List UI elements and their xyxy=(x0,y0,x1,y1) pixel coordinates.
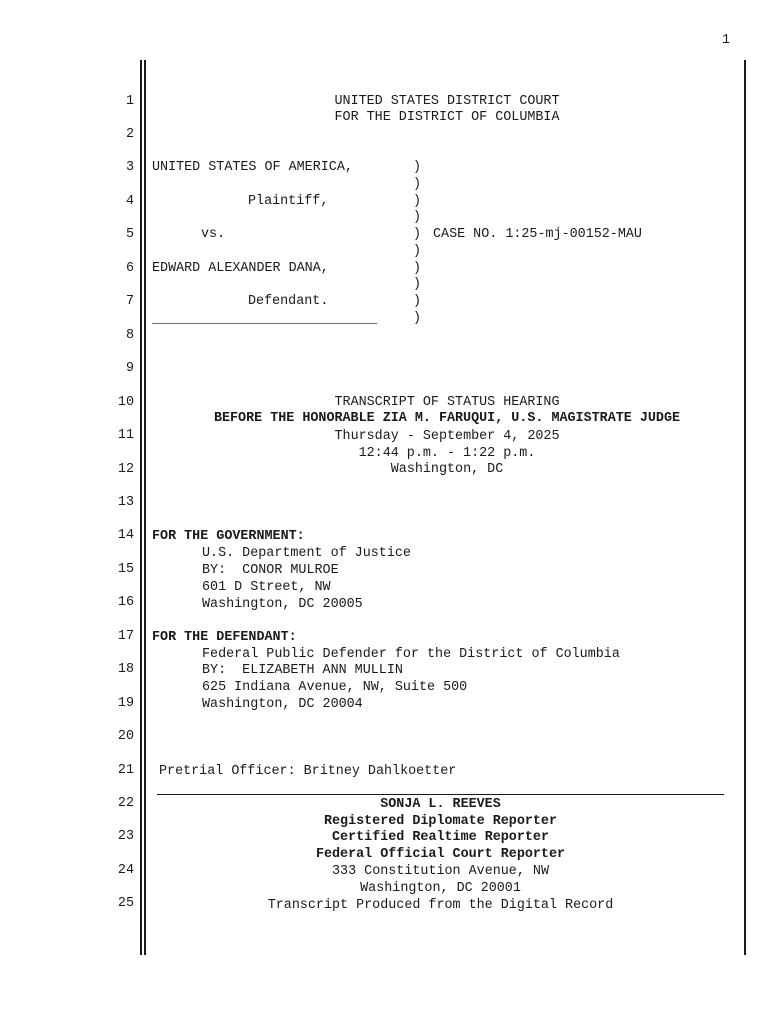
reporter-credential: Certified Realtime Reporter xyxy=(332,830,549,845)
caption-paren: ) xyxy=(413,210,422,225)
line-number: 18 xyxy=(117,662,134,677)
line-number: 7 xyxy=(125,294,134,309)
caption-paren: ) xyxy=(413,294,422,309)
defendant-line: Federal Public Defender for the District of Columbia xyxy=(202,647,620,662)
defendant-line: BY: ELIZABETH ANN MULLIN xyxy=(202,663,403,678)
hearing-date: Thursday - September 4, 2025 xyxy=(334,429,560,444)
line-number: 22 xyxy=(117,796,134,811)
judge-line: BEFORE THE HONORABLE ZIA M. FARUQUI, U.S. MAGISTRATE JUDGE xyxy=(213,411,681,426)
caption-paren: ) xyxy=(413,311,422,326)
line-number: 17 xyxy=(117,629,134,644)
versus: vs. xyxy=(201,227,226,242)
line-number: 14 xyxy=(117,528,134,543)
court-district: FOR THE DISTRICT OF COLUMBIA xyxy=(334,110,560,125)
line-number: 9 xyxy=(125,361,134,376)
defendant-name: EDWARD ALEXANDER DANA, xyxy=(152,261,329,276)
line-number: 8 xyxy=(125,328,134,343)
hearing-time: 12:44 p.m. - 1:22 p.m. xyxy=(358,446,536,461)
reporter-divider xyxy=(157,794,724,795)
left-margin-rule-inner xyxy=(144,60,146,955)
defendant-role: Defendant. xyxy=(248,294,329,309)
line-number: 21 xyxy=(117,763,134,778)
line-number: 6 xyxy=(125,261,134,276)
caption-paren: ) xyxy=(413,244,422,259)
government-line: U.S. Department of Justice xyxy=(202,546,411,561)
line-number: 23 xyxy=(117,829,134,844)
line-number: 25 xyxy=(117,896,134,911)
plaintiff-name: UNITED STATES OF AMERICA, xyxy=(152,160,353,175)
reporter-credential: Federal Official Court Reporter xyxy=(315,847,566,862)
caption-paren: ) xyxy=(413,227,422,242)
line-number: 11 xyxy=(117,428,134,443)
line-number: 4 xyxy=(125,194,134,209)
line-number: 1 xyxy=(125,94,134,109)
government-heading: FOR THE GOVERNMENT: xyxy=(152,529,305,544)
line-number: 24 xyxy=(117,863,134,878)
left-margin-rule-outer xyxy=(140,60,142,955)
caption-paren: ) xyxy=(413,261,422,276)
plaintiff-role: Plaintiff, xyxy=(248,194,329,209)
reporter-address: 333 Constitution Avenue, NW xyxy=(332,864,549,879)
line-number: 20 xyxy=(117,729,134,744)
line-number: 3 xyxy=(125,160,134,175)
line-number: 5 xyxy=(125,227,134,242)
reporter-address: Washington, DC 20001 xyxy=(360,881,521,896)
reporter-name: SONJA L. REEVES xyxy=(380,797,501,812)
transcript-title: TRANSCRIPT OF STATUS HEARING xyxy=(334,395,560,410)
caption-underline: ____________________________ xyxy=(152,312,377,327)
hearing-place: Washington, DC xyxy=(390,462,504,477)
page-number: 1 xyxy=(722,33,731,48)
pretrial-officer: Pretrial Officer: Britney Dahlkoetter xyxy=(159,764,457,779)
line-number: 12 xyxy=(117,462,134,477)
line-number: 13 xyxy=(117,495,134,510)
defendant-heading: FOR THE DEFENDANT: xyxy=(152,630,297,645)
line-number: 2 xyxy=(125,127,134,142)
court-name: UNITED STATES DISTRICT COURT xyxy=(334,94,560,109)
reporter-credential: Registered Diplomate Reporter xyxy=(323,814,558,829)
defendant-line: 625 Indiana Avenue, NW, Suite 500 xyxy=(202,680,468,695)
transcript-note: Transcript Produced from the Digital Record xyxy=(267,898,614,913)
line-number: 19 xyxy=(117,696,134,711)
caption-paren: ) xyxy=(413,160,422,175)
caption-paren: ) xyxy=(413,277,422,292)
caption-paren: ) xyxy=(413,194,422,209)
defendant-line: Washington, DC 20004 xyxy=(202,697,363,712)
caption-paren: ) xyxy=(413,177,422,192)
line-number: 15 xyxy=(117,562,134,577)
line-number: 16 xyxy=(117,595,134,610)
case-number: CASE NO. 1:25-mj-00152-MAU xyxy=(433,227,642,242)
government-line: Washington, DC 20005 xyxy=(202,597,363,612)
government-line: BY: CONOR MULROE xyxy=(202,563,339,578)
right-margin-rule xyxy=(744,60,746,955)
line-number: 10 xyxy=(117,395,134,410)
government-line: 601 D Street, NW xyxy=(202,580,331,595)
